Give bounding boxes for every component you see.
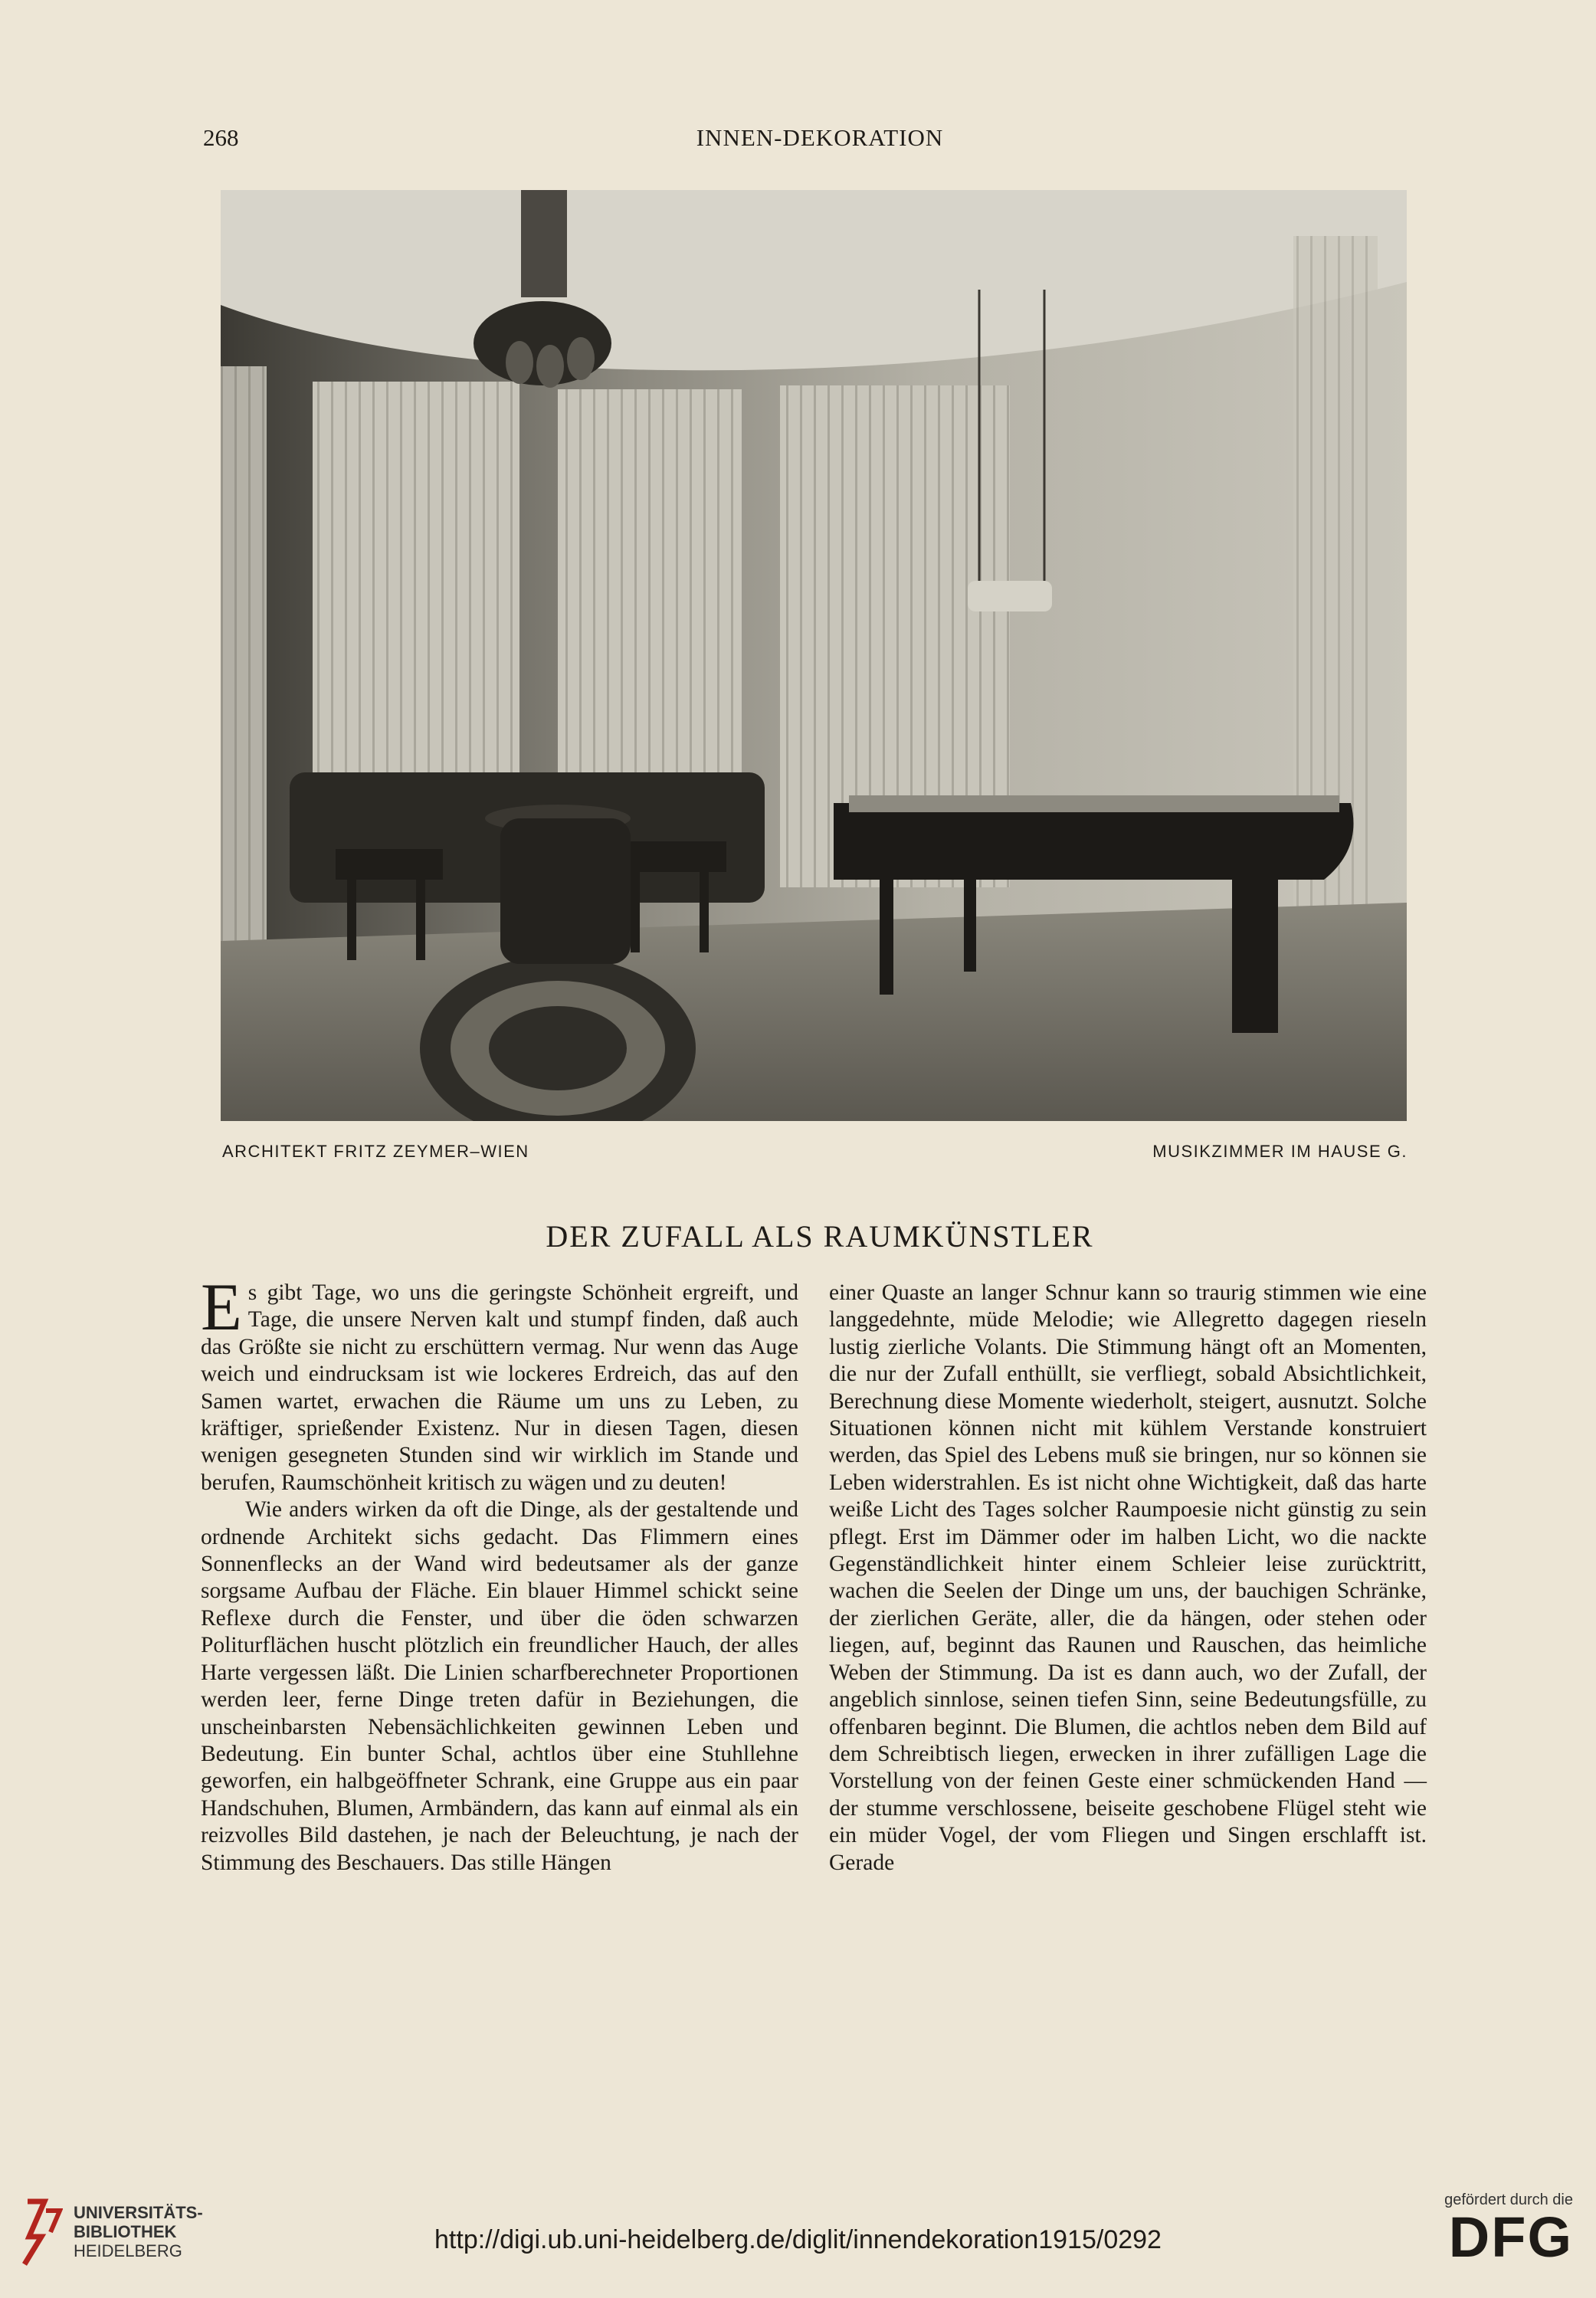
funding-text: gefördert durch die: [1444, 2191, 1573, 2208]
library-name-line1: UNIVERSITÄTS-: [74, 2202, 203, 2222]
drop-cap: E: [201, 1270, 242, 1345]
dfg-logo: DFG: [1448, 2205, 1573, 2269]
photograph-music-room: [221, 190, 1407, 1121]
funding-notice: [1444, 2191, 1573, 2269]
paragraph: einer Quaste an langer Schnur kann so traurig stimmen wie eine langgedehnte, müde Melodie; wie Allegretto dagegen rieseln lustig zierliche Volants. Die Stimmung hängt oft an Momenten, die nur der Zufall enthüllt, sie verfliegt, sobald Absichtlichkeit, Berechnung diese Momente wiederholt, steigert, ausnutzt. Solche Situationen können nicht mit kühlem Verstande konstruiert werden, das Spiel des Lebens muß sie bringen, nur so können sie Leben widerstrahlen. Es ist nicht ohne Wichtigkeit, daß das harte weiße Licht des Tages solcher Raumpoesie nicht günstig zu sein pflegt. Erst im Dämmer oder im halben Licht, wo die nackte Gegenständlichkeit hinter einem Schleier leise zurücktritt, wachen die Seelen der Dinge um uns, der bauchigen Schränke, der zierlichen Geräte, aller, die da hängen, oder stehen oder liegen, auf, beginnt das Raunen und Rauschen, das heimliche Weben der Stimmung. Da ist es dann auch, wo der Zufall, der angeblich sinnlose, seinen tiefen Sinn, seine Bedeutungsfülle, zu offenbaren beginnt. Die Blumen, die achtlos neben dem Bild auf dem Schreibtisch liegen, erwecken in ihrer zufälligen Lage die Vorstellung von der feinen Geste einer schmückenden Hand — der stumme verschlossene, beiseite geschobene Flügel steht wie ein müder Vogel, der vom Fliegen und Singen erschlafft ist. Gerade: [829, 1280, 1427, 1875]
page-number: 268: [203, 124, 239, 151]
photo-caption-architect: ARCHITEKT FRITZ ZEYMER–WIEN: [222, 1142, 529, 1161]
text-column-left: [201, 1270, 798, 1877]
running-title: INNEN-DEKORATION: [696, 124, 944, 151]
library-name-line3: HEIDELBERG: [74, 2241, 182, 2260]
library-name-line2: BIBLIOTHEK: [74, 2221, 177, 2241]
paragraph-text: s gibt Tage, wo uns die geringste Schönheit ergreift, und Tage, die unsere Nerven kalt und stumpf finden, daß auch das Größte sie nicht zu erschüttern vermag. Nur wenn das Auge weich und eindrucksam ist wie lockeres Erdreich, das auf den Samen wartet, erwachen die Räume um uns zu Leben, zu kräftiger, sprießender Existenz. Nur in diesen Tagen, diesen wenigen gesegneten Stunden sind wir wirklich im Stande und berufen, Raumschönheit kritisch zu wägen und zu deuten!: [201, 1280, 798, 1495]
article-title: DER ZUFALL ALS RAUMKÜNSTLER: [546, 1219, 1094, 1254]
text-column-right: [829, 1280, 1427, 1877]
paragraph: [201, 1270, 798, 1496]
photo-caption-room: MUSIKZIMMER IM HAUSE G.: [1152, 1142, 1408, 1161]
permalink-url[interactable]: http://digi.ub.uni-heidelberg.de/diglit/innendekoration1915/0292: [434, 2225, 1162, 2254]
paragraph: Wie anders wirken da oft die Dinge, als der gestaltende und ordnende Architekt sichs gedacht. Das Flimmern eines Sonnenflecks an der Wand wird bedeutsamer als der ganze sorgsame Aufbau der Fläche. Ein blauer Himmel schickt seine Reflexe durch die Fenster, und über die öden schwarzen Politurflächen huscht plötzlich ein freundlicher Hauch, der alles Harte vergessen läßt. Die Linien scharfberechneter Proportionen werden leer, ferne Dinge treten dafür in Beziehungen, die unscheinbarsten Nebensächlichkeiten gewinnen Leben und Bedeutung. Ein bunter Schal, achtlos über eine Stuhllehne geworfen, ein halbgeöffneter Schrank, eine Gruppe aus ein paar Handschuhen, Blumen, Armbändern, das kann auf einmal als ein reizvolles Bild dastehen, je nach der Beleuchtung, je nach der Stimmung des Beschauers. Das stille Hängen: [201, 1497, 798, 1875]
